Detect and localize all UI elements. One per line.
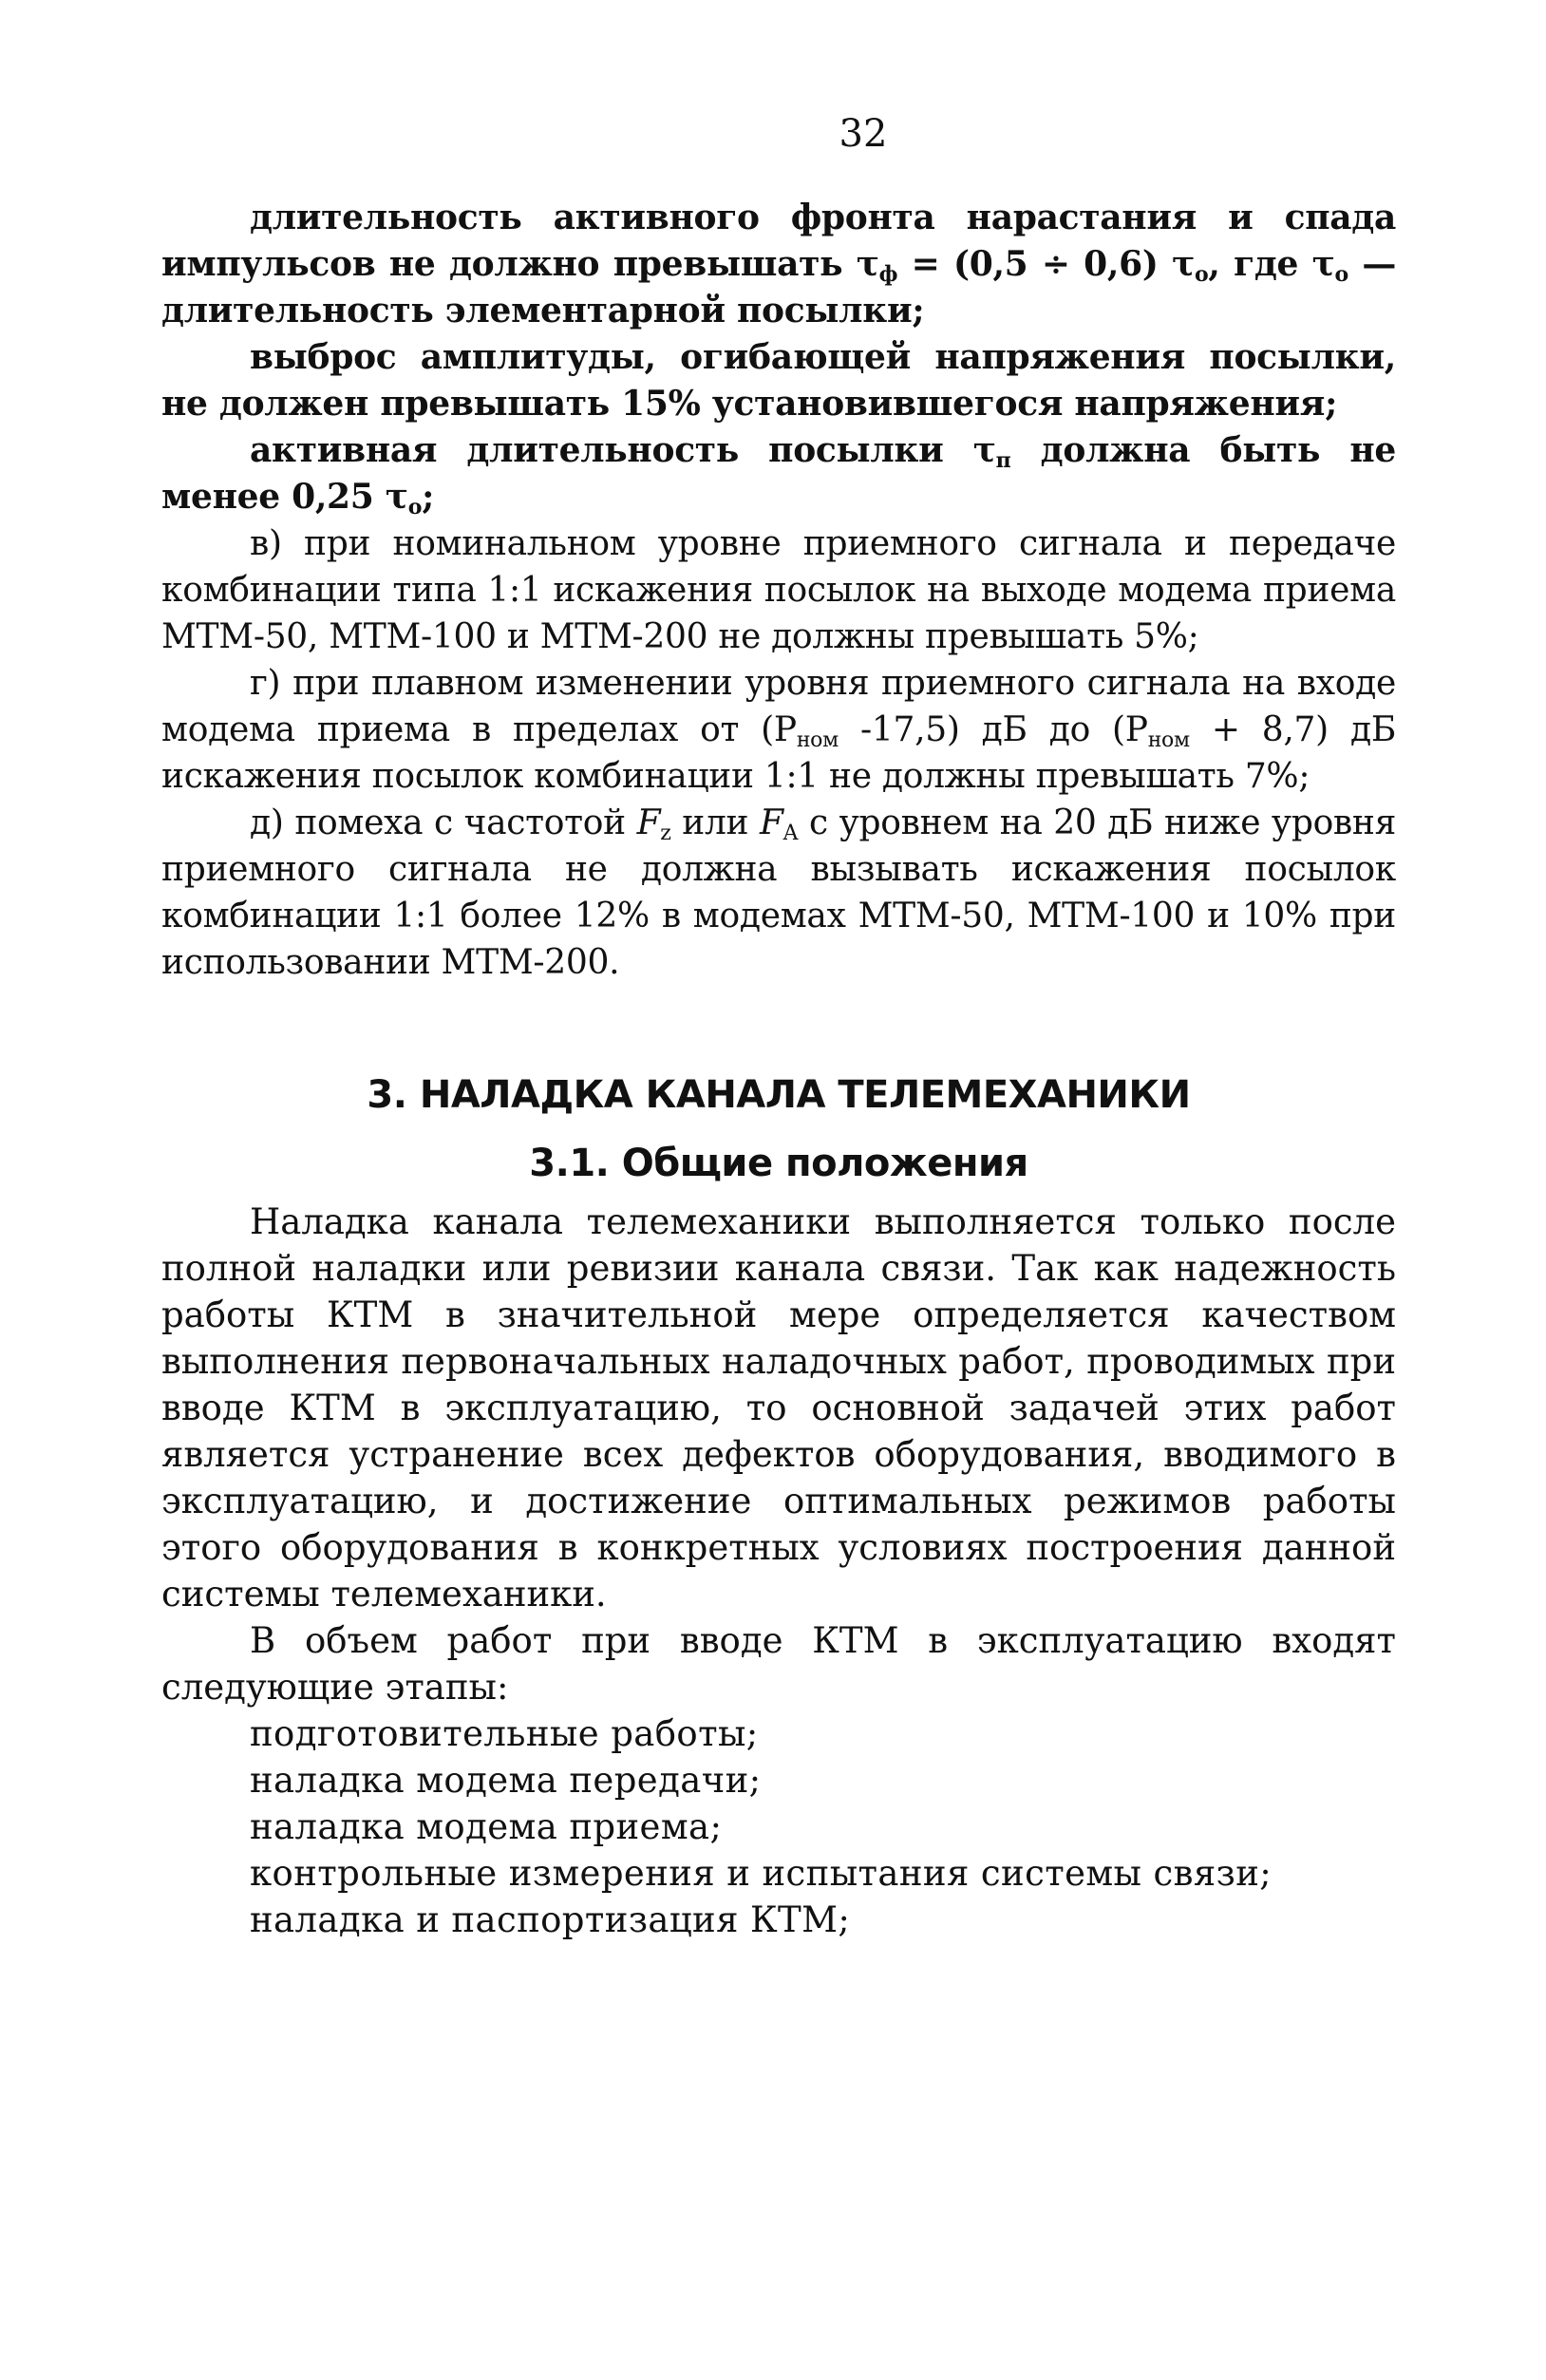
list-item: наладка и паспортизация КТМ; (250, 1899, 851, 1940)
stages-list (161, 1710, 1396, 1943)
subsection-heading: 3.1. Общие положения (529, 1142, 1028, 1185)
paragraph-general-1: Наладка канала телемеханики выполняется только после полной наладки или ревизии канала связи. Так как надежность работы КТМ в значительной мере определяется качеством выполнения первоначальных наладочных работ, проводимых при вводе КТМ в эксплуатацию, то основной задачей этих работ является устранение всех дефектов оборудования, вводимого в эксплуатацию, и достижение оптимальных режимов работы этого оборудования в конкретных условиях построения данной системы телемеханики. (161, 1201, 1396, 1615)
requirements-block (161, 195, 1396, 986)
paragraph-overshoot: выброс амплитуды, огибающей напряжения посылки, не должен превышать 15% установившегося напряжения; (161, 337, 1396, 424)
list-item: контрольные измерения и испытания системы связи; (250, 1853, 1273, 1894)
section-heading: 3. НАЛАДКА КАНАЛА ТЕЛЕМЕХАНИКИ (367, 1073, 1191, 1117)
list-item: наладка модема приема; (250, 1806, 723, 1847)
paragraph-front-duration: длительность активного фронта нарастания и спада импульсов не должно превышать $\tau_ф = (0,5 \div 0,6)$ $\tau_o$, где $\tau_o$ — длительность элементарной посылки; (161, 198, 1397, 331)
paragraph-general-2: В объем работ при вводе КТМ в эксплуатацию входят следующие этапы: (161, 1620, 1396, 1708)
page-number: 32 (839, 112, 888, 156)
list-item: наладка модема передачи; (250, 1760, 762, 1801)
paragraph-item-d: д) помеха с частотой $F_z$ или $F_A$ с уровнем на 20 дБ ниже уровня приемного сигнала не должна вызывать искажения посылок комбинации 1:1 более 12% в модемах МТМ-50, МТМ-100 и 10% при использовании МТМ-200. (161, 803, 1397, 982)
paragraph-item-g: г) при плавном изменении уровня приемного сигнала на входе модема приема в пределах от ($Р_{ном}$ -17,5) дБ до $(Р_{ном} + 8,7)$ дБ искажения посылок комбинации 1:1 не должны превышать 7%; (161, 664, 1396, 796)
list-item: подготовительные работы; (250, 1713, 759, 1754)
paragraph-active-duration: активная длительность посылки $\tau_п$ должна быть не менее 0,25 $\tau_o$; (161, 430, 1396, 519)
paragraph-item-v: в) при номинальном уровне приемного сигнала и передаче комбинации типа 1:1 искажения посылок на выходе модема приема МТМ-50, МТМ-100 и МТМ-200 не должны превышать 5%; (161, 524, 1396, 656)
body-block (161, 1199, 1396, 1943)
